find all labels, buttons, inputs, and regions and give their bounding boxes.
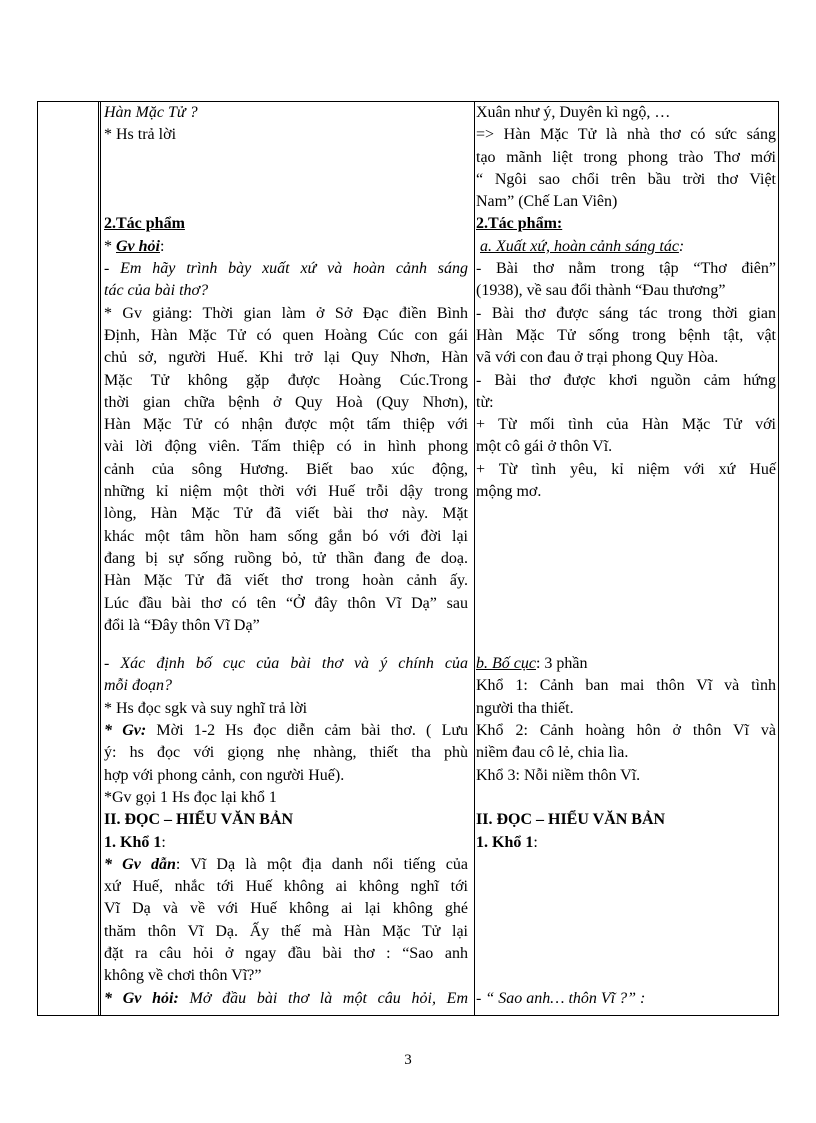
text-line: Xuân như ý, Duyên kì ngộ, …: [476, 104, 671, 121]
quote-line: - “ Sao anh… thôn Vĩ ?” :: [476, 989, 646, 1007]
text-line: * Gv: Mời 1-2 Hs đọc diễn cảm bài thơ. ( Lưu: [104, 722, 469, 740]
text-line: Nam” (Chế Lan Viên): [476, 193, 618, 211]
text-line: * Gv hỏi: Mở đầu bài thơ là một câu hỏi, Em: [104, 989, 468, 1007]
lecture-line: Định, Hàn Mặc Tử có quen Hoàng Cúc con gái: [104, 326, 468, 344]
text-line: hợp với phong cảnh, con người Huế).: [104, 766, 345, 784]
text-line: “ Ngôi sao chổi trên bầu trời thơ Việt: [476, 170, 776, 188]
question-line: mỗi đoạn?: [104, 677, 172, 695]
lecture-line: thời gian chữa bệnh ở Quy Hoà (Quy Nhơn),: [104, 393, 468, 411]
lesson-table: [37, 101, 779, 1016]
text-line: * Hs đọc sgk và suy nghĩ trả lời: [104, 699, 308, 717]
teacher-student-activities-cell: [104, 102, 468, 1010]
column-divider: [474, 102, 475, 1015]
question-line: tác của bài thơ?: [104, 282, 209, 300]
text-line: Hàn Mặc Tử sống trong bệnh tật, vật: [476, 326, 776, 344]
lecture-line: đang bị sự sống ruồng bỏ, tử thần đang đe doạ.: [104, 549, 468, 567]
text-line: - Bài thơ được khơi nguồn cảm hứng: [476, 371, 776, 389]
lecture-line: lòng, Hàn Mặc Tử đã viết bài thơ này. Mặt: [104, 505, 468, 523]
text-line: tạo mãnh liệt trong phong trào Thơ mới: [476, 148, 776, 166]
text-line: Khổ 1: Cảnh ban mai thôn Vĩ và tình: [476, 677, 776, 695]
section-heading: II. ĐỌC – HIỂU VĂN BẢN: [476, 811, 666, 829]
lecture-line: khác một tâm hồn ham sống gắn bó với đời lại: [104, 527, 468, 545]
section-heading: II. ĐỌC – HIỂU VĂN BẢN: [104, 811, 294, 829]
text-line: (1938), về sau đổi thành “Đau thương”: [476, 282, 726, 300]
lecture-line: đổi là “Đây thôn Vĩ Dạ”: [104, 616, 260, 634]
text-line: mộng mơ.: [476, 483, 542, 501]
lecture-line: cảnh của sông Hương. Biết bao xúc động,: [104, 460, 468, 478]
text-line: *Gv gọi 1 Hs đọc lại khổ 1: [104, 788, 277, 806]
text-line: - Bài thơ nằm trong tập “Thơ điên”: [476, 260, 776, 278]
text-line: Hàn Mặc Tử ?: [104, 104, 198, 121]
lecture-line: Lúc đầu bài thơ có tên “Ở đây thôn Vĩ Dạ” sau: [104, 594, 468, 612]
text-line: đặt ra câu hỏi ở ngay đầu bài thơ : “Sao anh: [104, 944, 468, 962]
subsection-heading: a. Xuất xứ, hoàn cảnh sáng tác:: [480, 237, 685, 255]
text-line: một cô gái ở thôn Vĩ.: [476, 438, 613, 456]
text-line: xứ Huế, nhắc tới Huế không ai không nghĩ tới: [104, 878, 468, 896]
question-line: - Em hãy trình bày xuất xứ và hoàn cảnh sáng: [104, 260, 468, 278]
lecture-line: * Gv giảng: Thời gian làm ở Sở Đạc điền Bình: [104, 304, 468, 322]
lecture-line: Hàn Mặc Tử có nhận được một tấm thiệp với: [104, 416, 468, 434]
text-line: Vĩ Dạ và về với Huế không ai lại không ghé: [104, 900, 468, 918]
text-line: - Bài thơ được sáng tác trong thời gian: [476, 304, 776, 322]
text-line: + Từ tình yêu, kỉ niệm với xứ Huế: [476, 460, 776, 478]
text-line: Khổ 2: Cảnh hoàng hôn ở thôn Vĩ và: [476, 722, 776, 740]
subsection-heading: b. Bố cục: 3 phần: [476, 655, 588, 673]
text-line: vã với con đau ở trại phong Quy Hòa.: [476, 349, 719, 367]
section-heading: 2.Tác phẩm: [104, 215, 185, 233]
text-line: không về chơi thôn Vĩ?”: [104, 967, 262, 985]
text-line: => Hàn Mặc Tử là nhà thơ có sức sáng: [476, 126, 776, 144]
text-line: * Gv hỏi:: [104, 237, 165, 255]
lecture-line: Mặc Tử không gặp được Hoàng Cúc.Trong: [104, 371, 468, 389]
page-number: 3: [404, 1052, 412, 1068]
lecture-line: vài lời động viên. Tấm thiệp có in hình phong: [104, 438, 468, 456]
text-line: * Gv dẫn: Vĩ Dạ là một địa danh nổi tiếng của: [104, 855, 468, 873]
text-line: thăm thôn Vĩ Dạ. Ấy thế mà Hàn Mặc Tử lại: [104, 922, 468, 940]
lecture-line: Hàn Mặc Tử đã viết thơ trong hoàn cảnh ấy.: [104, 572, 468, 590]
column-divider: [98, 102, 99, 1015]
column-divider: [100, 102, 101, 1015]
question-line: - Xác định bố cục của bài thơ và ý chính của: [104, 655, 468, 673]
text-line: niềm đau cô lẻ, chia lìa.: [476, 744, 629, 762]
subsection-heading: 1. Khổ 1:: [476, 833, 538, 851]
section-heading: 2.Tác phẩm:: [476, 215, 563, 233]
subsection-heading: 1. Khổ 1:: [104, 833, 166, 851]
text-line: Khổ 3: Nỗi niềm thôn Vĩ.: [476, 766, 641, 784]
lecture-line: những kỉ niệm một thời với Huế trỗi dậy trong: [104, 483, 468, 501]
text-line: từ:: [476, 393, 494, 411]
lesson-content-cell: [476, 102, 776, 1010]
text-line: ý: hs đọc với giọng nhẹ nhàng, thiết tha phù: [104, 744, 468, 762]
lecture-line: chủ sở, người Huế. Khi trở lại Quy Nhơn, Hàn: [104, 349, 468, 367]
text-line: + Từ mối tình của Hàn Mặc Tử với: [476, 416, 776, 434]
text-line: người tha thiết.: [476, 699, 574, 717]
text-line: * Hs trả lời: [104, 126, 177, 144]
